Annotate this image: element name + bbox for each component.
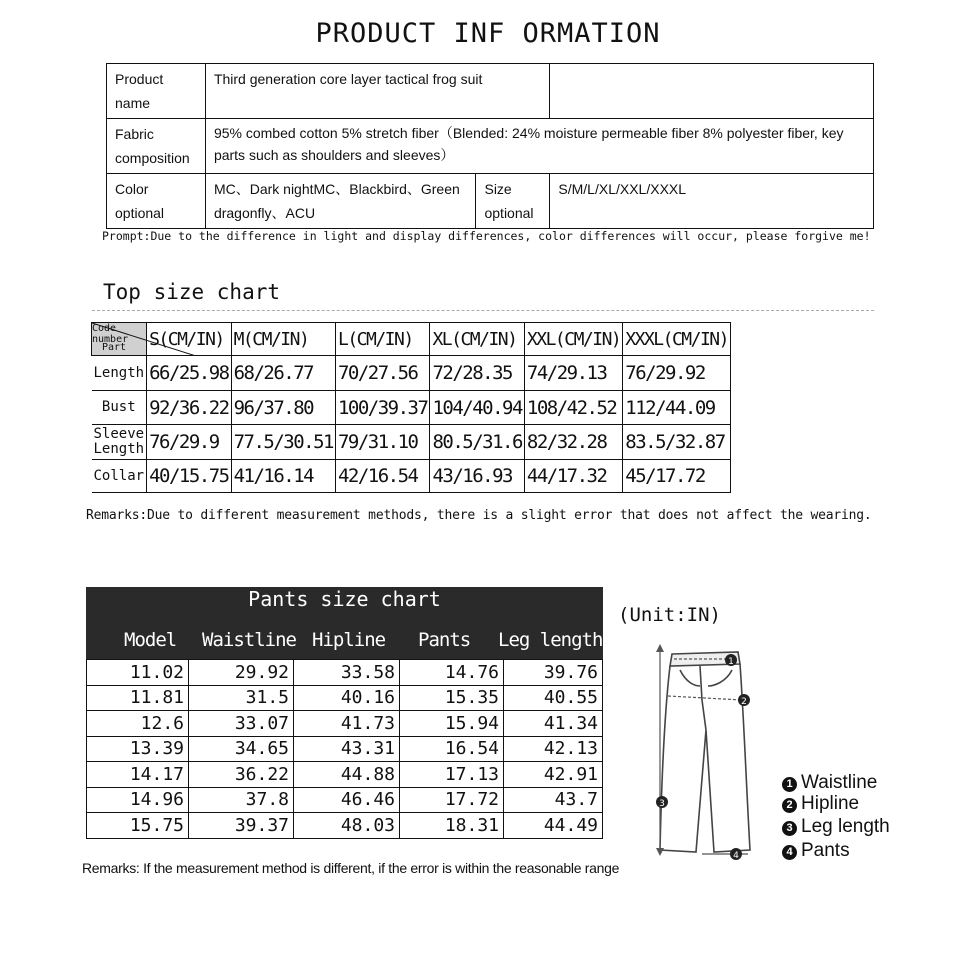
table-cell: 42.13 [504,736,603,762]
page-title: PRODUCT INF ORMATION [315,18,661,49]
table-cell: 34.65 [189,736,294,762]
pants-size-table [86,659,603,839]
size-header: S(CM/IN) [147,323,232,356]
size-header: XL(CM/IN) [430,323,524,356]
table-cell: 37.8 [189,787,294,813]
top-size-table [91,322,731,493]
pants-chart-remark: Remarks: If the measurement method is different, if the error is within the reasonable range [82,860,620,876]
table-cell: 14.96 [87,787,189,813]
table-row [87,787,603,813]
size-value: 104/40.94 [430,391,524,425]
table-cell: 43.7 [504,787,603,813]
legend-label: Leg length [801,816,890,837]
legend-item [782,793,859,815]
size-value: 100/39.37 [335,391,429,425]
size-value: 45/17.72 [623,460,731,493]
svg-text:1: 1 [728,657,734,667]
table-cell: 41.73 [294,711,400,737]
table-cell: 15.35 [400,685,504,711]
size-value: 80.5/31.6 [430,425,524,460]
column-header: Model [124,629,177,651]
column-header: Pants [418,629,471,651]
product-info-table [106,63,874,229]
part-label: Collar [92,460,147,493]
table-cell: 15.94 [400,711,504,737]
table-cell: 11.81 [87,685,189,711]
table-cell: 17.72 [400,787,504,813]
table-cell: 42.91 [504,762,603,788]
size-label: Size optional [476,174,550,229]
table-cell: 44.88 [294,762,400,788]
column-header: Leg length [498,629,603,651]
table-cell: 31.5 [189,685,294,711]
size-value: S/M/L/XL/XXL/XXXL [550,174,874,229]
legend-item [782,772,877,794]
table-cell: 14.17 [87,762,189,788]
number-badge: 3 [782,821,797,836]
color-value: MC、Dark nightMC、Blackbird、Green dragonfly、ACU [205,174,476,229]
table-cell: 16.54 [400,736,504,762]
size-value: 66/25.98 [147,356,232,391]
table-cell: 46.46 [294,787,400,813]
size-value: 44/17.32 [524,460,622,493]
size-value: 70/27.56 [335,356,429,391]
pants-chart-heading: Pants size chart [248,587,441,611]
part-label: Bust [92,391,147,425]
legend-item [782,816,890,838]
color-label: Color optional [107,174,206,229]
legend-label: Hipline [801,793,860,814]
fabric-label: Fabric composition [107,119,206,174]
table-row [87,813,603,839]
number-badge: 1 [782,777,797,792]
size-header: M(CM/IN) [231,323,335,356]
table-cell: 29.92 [189,660,294,686]
size-value: 41/16.14 [231,460,335,493]
divider [92,310,874,311]
column-header: Hipline [312,629,386,651]
table-cell: 39.37 [189,813,294,839]
size-value: 40/15.75 [147,460,232,493]
table-cell: 12.6 [87,711,189,737]
top-size-chart-heading: Top size chart [103,280,281,304]
table-cell: 15.75 [87,813,189,839]
product-name-value: Third generation core layer tactical frog suit [205,64,549,119]
table-cell: 14.76 [400,660,504,686]
size-value: 92/36.22 [147,391,232,425]
part-label: Sleeve Length [92,425,147,460]
size-value: 77.5/30.51 [231,425,335,460]
fabric-value: 95% combed cotton 5% stretch fiber（Blended: 24% moisture permeable fiber 8% polyester fiber, key parts such as shoulders and sleeves） [205,119,873,174]
pants-chart-header [86,587,603,659]
table-cell: 44.49 [504,813,603,839]
top-chart-remark: Remarks:Due to different measurement methods, there is a slight error that does not affect the wearing. [86,508,872,523]
unit-label: (Unit:IN) [618,604,721,626]
size-value: 96/37.80 [231,391,335,425]
size-value: 82/32.28 [524,425,622,460]
svg-text:2: 2 [741,697,747,707]
table-cell: 43.31 [294,736,400,762]
size-value: 72/28.35 [430,356,524,391]
color-prompt: Prompt:Due to the difference in light and display differences, color differences will occur, please forgive me! [102,229,871,243]
table-cell: 48.03 [294,813,400,839]
size-value: 108/42.52 [524,391,622,425]
number-badge: 4 [782,845,797,860]
size-value: 76/29.9 [147,425,232,460]
size-value: 112/44.09 [623,391,731,425]
table-row [92,356,731,391]
pants-size-chart [86,587,603,839]
svg-text:4: 4 [733,851,739,861]
table-cell: 13.39 [87,736,189,762]
table-row [87,736,603,762]
table-cell: 33.07 [189,711,294,737]
table-cell: 39.76 [504,660,603,686]
corner-part-label: Part [102,342,127,353]
table-cell: 41.34 [504,711,603,737]
table-cell: 17.13 [400,762,504,788]
corner-cell [92,323,147,356]
table-row [87,685,603,711]
table-cell: 33.58 [294,660,400,686]
product-name-label: Product name [107,64,206,119]
table-row [87,660,603,686]
table-row [92,425,731,460]
size-value: 43/16.93 [430,460,524,493]
table-row [87,711,603,737]
table-cell: 11.02 [87,660,189,686]
table-cell: 18.31 [400,813,504,839]
size-header: XXXL(CM/IN) [623,323,731,356]
table-row [92,391,731,425]
size-header: XXL(CM/IN) [524,323,622,356]
size-header: L(CM/IN) [335,323,429,356]
table-cell: 36.22 [189,762,294,788]
size-value: 74/29.13 [524,356,622,391]
corner-code-label: Code number [92,323,129,345]
size-value: 76/29.92 [623,356,731,391]
svg-text:3: 3 [659,799,665,809]
pants-diagram [640,640,780,870]
table-cell: 40.16 [294,685,400,711]
size-value: 68/26.77 [231,356,335,391]
number-badge: 2 [782,798,797,813]
size-value: 79/31.10 [335,425,429,460]
legend-item [782,840,850,862]
table-row [92,460,731,493]
size-value: 83.5/32.87 [623,425,731,460]
product-name-empty [550,64,874,119]
part-label: Length [92,356,147,391]
size-value: 42/16.54 [335,460,429,493]
table-cell: 40.55 [504,685,603,711]
legend-label: Waistline [801,772,878,793]
legend-label: Pants [801,840,850,861]
table-row [87,762,603,788]
column-header: Waistline [202,629,296,651]
